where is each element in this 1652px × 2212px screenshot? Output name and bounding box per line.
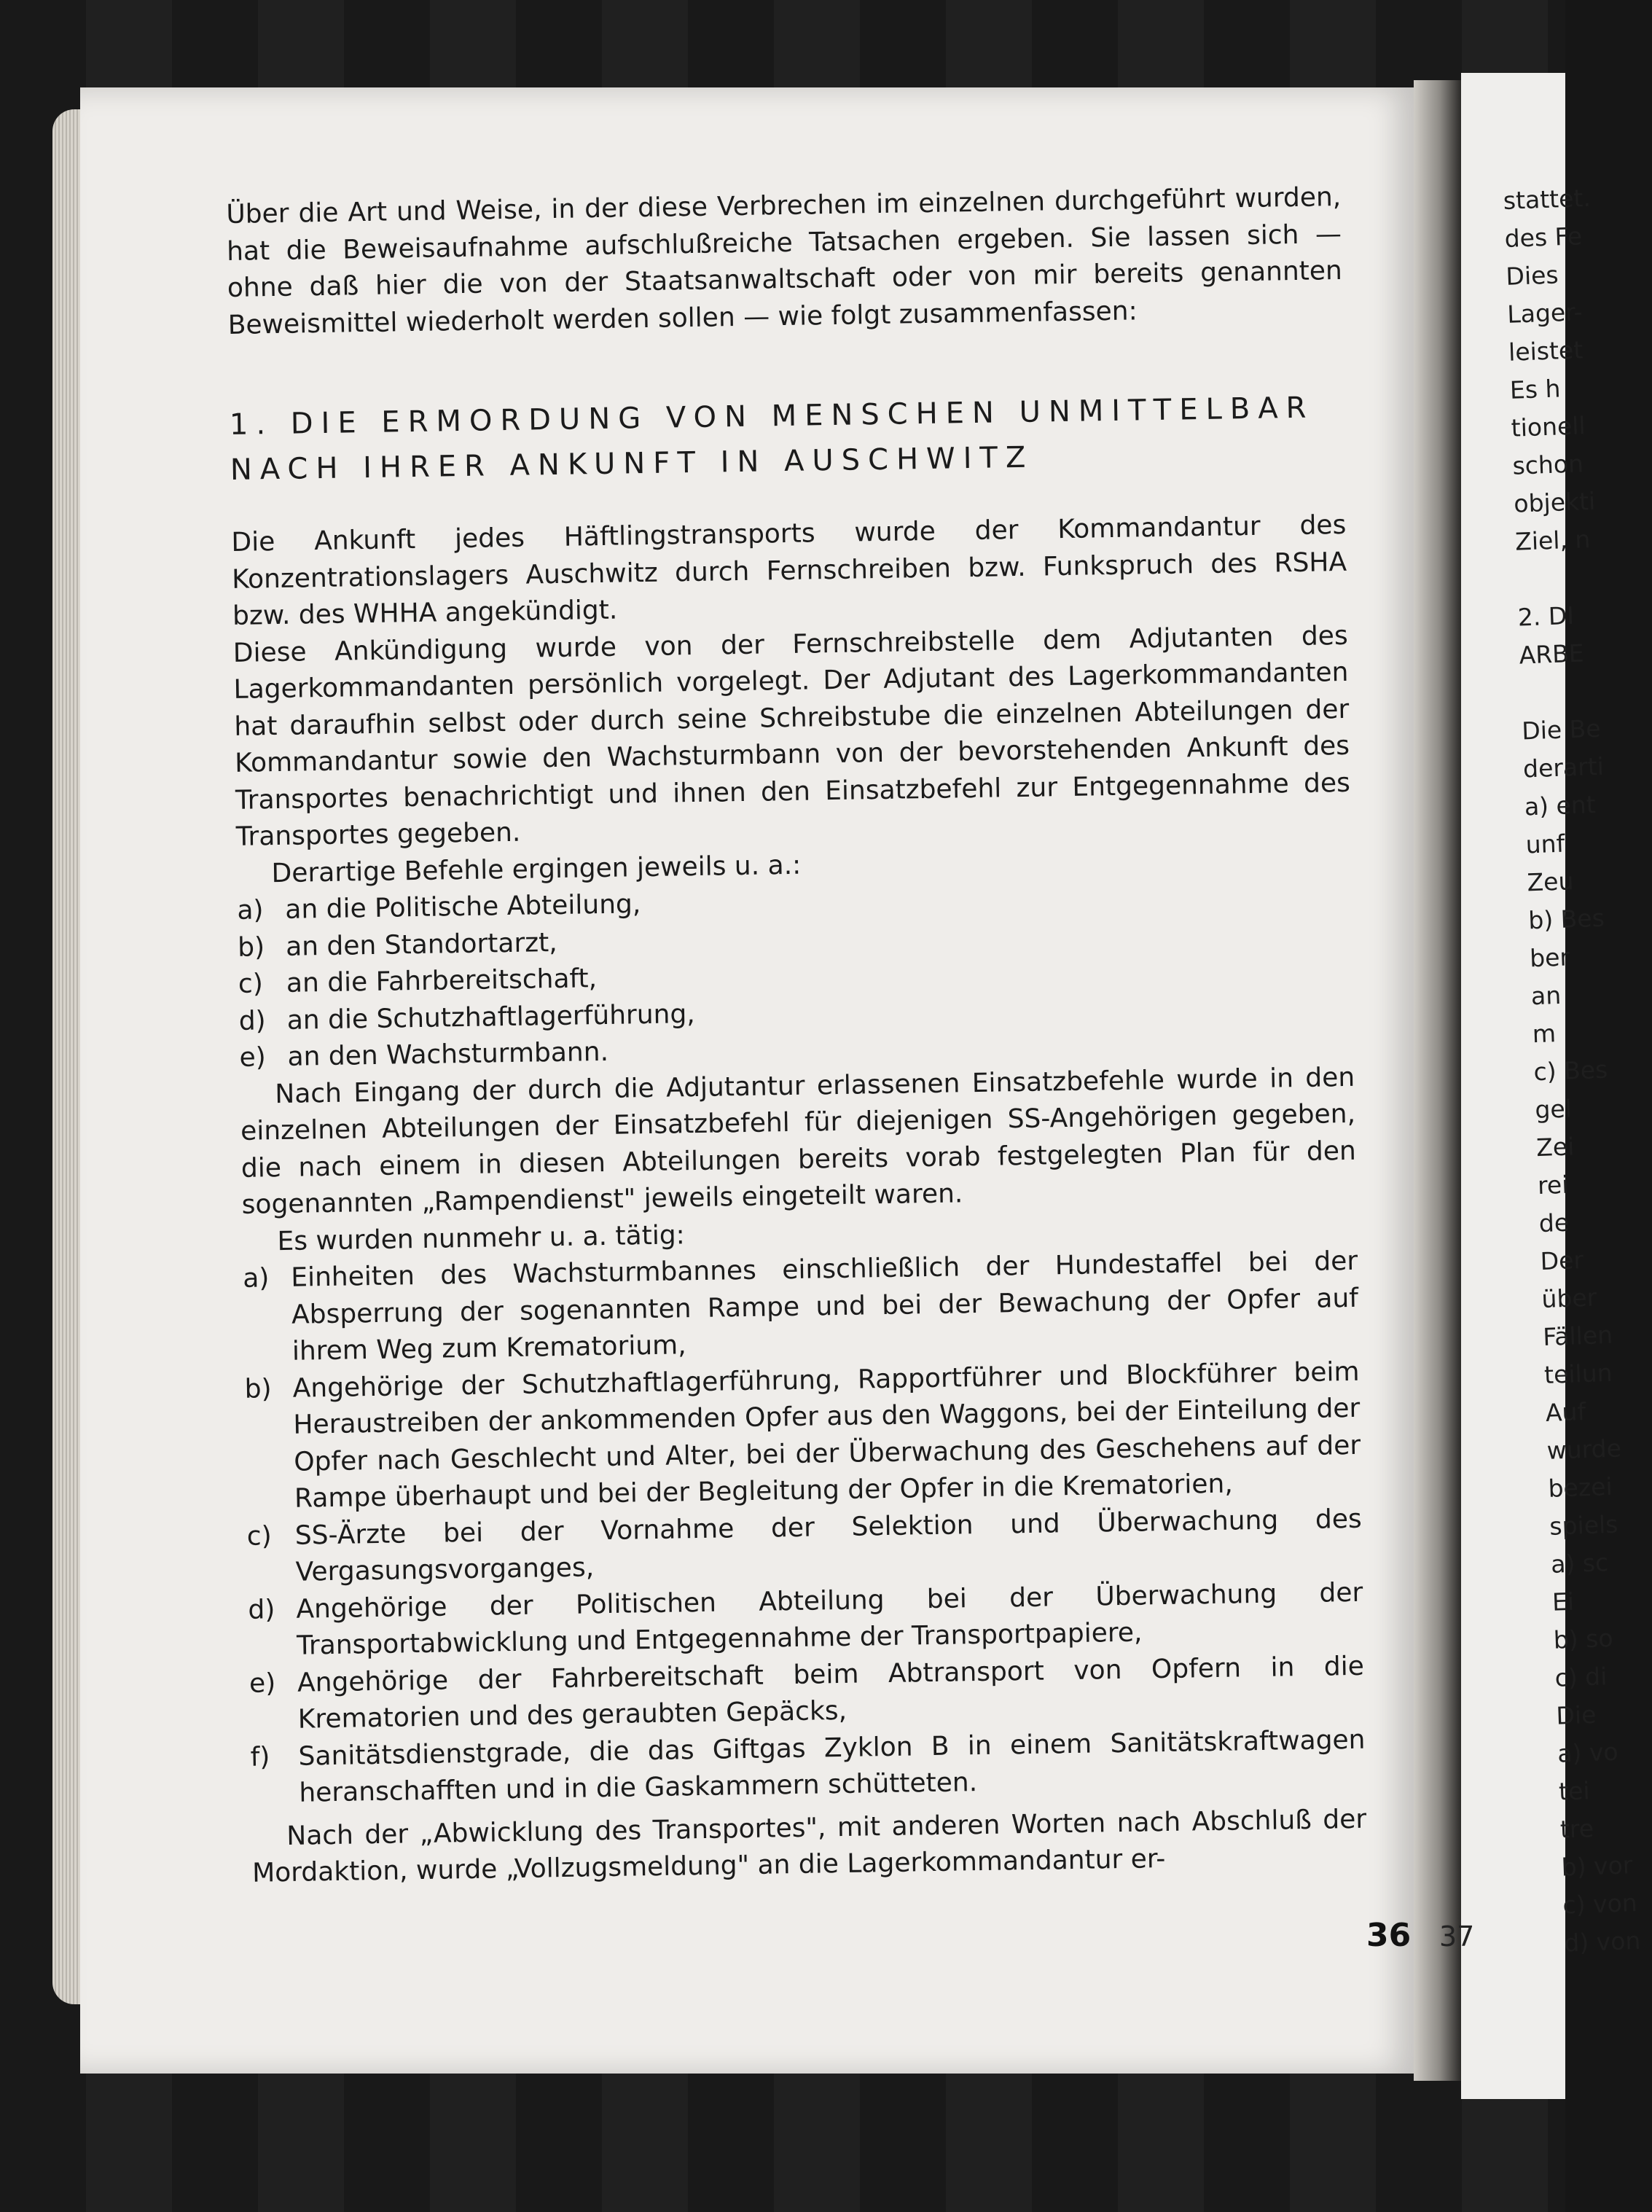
list-text: Angehörige der Schutzhaftlagerführung, Rapportführer und Blockführer beim Heraustreiben der ankommenden Opfer aus den Waggons, bei der Einteilung der Opfer nach Geschlecht und Alter, bei der Überwachung des Geschehens auf der Rampe überhaupt und bei der Begleitung der Opfer in die Krematorien, xyxy=(292,1356,1361,1514)
right-page-fragment: Auf xyxy=(1545,1397,1586,1427)
right-page-fragment: Ei xyxy=(1551,1587,1575,1617)
right-page-fragment: ber xyxy=(1529,942,1570,973)
list-marker: e) xyxy=(248,1668,276,1699)
list-text: Sanitätsdienstgrade, die das Giftgas Zyklon B in einem Sanitätskraftwagen heranschafften und in die Gaskammern schütteten. xyxy=(298,1724,1366,1808)
right-page-fragment: rei xyxy=(1537,1170,1570,1200)
list-text: Angehörige der Politischen Abteilung bei der Überwachung der Transportabwicklung und Entgegennahme der Transportpapiere, xyxy=(296,1577,1363,1661)
heading-line-1: 1. DIE ERMORDUNG VON MENSCHEN UNMITTELBAR xyxy=(229,391,1315,442)
list-text: SS-Ärzte bei der Vornahme der Selektion und Überwachung des Vergasungsvorganges, xyxy=(294,1504,1363,1587)
list-marker: b) xyxy=(244,1373,272,1404)
list-marker: d) xyxy=(248,1594,275,1625)
right-page-fragment: c) di xyxy=(1554,1662,1608,1692)
list-marker: f) xyxy=(250,1741,270,1773)
right-page-fragment: über xyxy=(1541,1283,1597,1314)
list-marker: c) xyxy=(246,1520,273,1552)
list-marker: d) xyxy=(238,1005,266,1036)
right-page-fragment: teilun xyxy=(1543,1358,1613,1389)
right-page-fragment: Die xyxy=(1555,1700,1597,1730)
page-number: 36 xyxy=(1366,1917,1412,1954)
list-marker: a) xyxy=(237,895,264,926)
right-page-fragment: bezei xyxy=(1547,1472,1613,1503)
list-text: an die Fahrbereitschaft, xyxy=(286,964,598,998)
right-page-fragment: objekti xyxy=(1513,486,1596,518)
paragraph-active: Es wurden nunmehr u. a. tätig: xyxy=(277,1219,686,1257)
right-page-fragment: leistet xyxy=(1508,335,1584,367)
right-page-fragment: a) ent xyxy=(1524,790,1597,821)
right-page-fragment: des Fe xyxy=(1504,222,1583,253)
right-page-fragment: Die Be xyxy=(1521,714,1602,746)
list-marker: c) xyxy=(238,969,264,999)
duties-list xyxy=(243,1243,1366,1813)
section-heading xyxy=(229,385,1345,493)
list-text: Angehörige der Fahrbereitschaft beim Abtransport von Opfern in die Krematorien und des geraubten Gepäcks, xyxy=(297,1651,1365,1735)
right-page-fragment: tionell xyxy=(1511,411,1586,442)
right-page-fragment: tre xyxy=(1559,1814,1594,1844)
right-page-fragment: b) vor xyxy=(1561,1851,1633,1882)
left-page-text xyxy=(226,179,1367,1892)
orders-list xyxy=(237,875,1355,1077)
list-text: an die Politische Abteilung, xyxy=(285,889,641,925)
right-page-fragment xyxy=(1520,672,1587,712)
list-text: an den Standortarzt, xyxy=(285,927,557,962)
right-page-fragment: Ziel, n xyxy=(1514,525,1591,556)
list-text: an die Schutzhaftlagerführung, xyxy=(286,998,696,1036)
right-page-fragment: tei xyxy=(1558,1776,1591,1806)
list-marker: e) xyxy=(239,1042,267,1073)
right-page-fragment: c) Bes xyxy=(1532,1055,1608,1087)
right-page-fragment: d) von xyxy=(1563,1926,1641,1958)
right-page-fragment: Dies xyxy=(1505,260,1559,291)
right-page-fragment: c) von xyxy=(1562,1888,1638,1920)
right-page-fragment: ARBE xyxy=(1518,638,1585,670)
right-page-fragment xyxy=(1516,559,1583,599)
list-marker: a) xyxy=(242,1263,270,1294)
right-page-fragment: Zeu xyxy=(1526,867,1575,897)
right-page-fragment: b) Bes xyxy=(1527,903,1605,935)
list-item xyxy=(244,1353,1361,1518)
right-page-fragment: derarti xyxy=(1522,751,1605,783)
list-item xyxy=(243,1243,1359,1372)
right-page-fragment: Fällen xyxy=(1542,1320,1613,1352)
heading-line-2: NACH IHRER ANKUNFT IN AUSCHWITZ xyxy=(230,440,1034,487)
paragraph-rampendienst: Nach Eingang der durch die Adjutantur erlassenen Einsatzbefehle wurde in den einzelnen Abteilungen der Einsatzbefehl für diejenigen SS-Angehörigen gegeben, die nach einem in diesen Abteilungen bereits vorab festgelegten Plan für den sogenannten „Rampendienst" jeweils eingeteilt waren. xyxy=(240,1062,1357,1220)
right-page-fragment: Es h xyxy=(1509,374,1562,405)
right-page-fragment: stattet. xyxy=(1503,183,1592,215)
paragraph-arrival: Die Ankunft jedes Häftlingstransports wurde der Kommandantur des Konzentrationslagers Auschwitz durch Fernschreiben bzw. Funkspruch des RSHA bzw. des WHHA angekündigt. xyxy=(231,509,1347,631)
right-page-fragment: Der xyxy=(1540,1246,1584,1276)
paragraph-announcement: Diese Ankündigung wurde von der Fernschreibstelle dem Adjutanten des Lagerkommandanten persönlich vorgelegt. Der Adjutant des Lagerkommandanten hat daraufhin selbst oder durch seine Schreibstube die einzelnen Abteilungen der Kommandantur sowie den Wachsturmbann von der bevorstehenden Ankunft des Transportes benachrichtigt und ihnen den Einsatzbefehl zur Entgegennahme des Transportes gegeben. xyxy=(232,620,1351,852)
paragraph-orders: Derartige Befehle ergingen jeweils u. a.: xyxy=(271,850,802,888)
right-page-fragment: Zei xyxy=(1535,1132,1575,1162)
right-page-fragment: b) so xyxy=(1553,1623,1614,1654)
right-page-fragment: de xyxy=(1538,1208,1570,1238)
right-page-fragment: an xyxy=(1530,980,1562,1011)
book-gutter xyxy=(1414,80,1461,2081)
right-page-fragment: 2. DI xyxy=(1517,601,1575,632)
intro-paragraph: Über die Art und Weise, in der diese Verbrechen im einzelnen durchgeführt wurden, hat die Beweisaufnahme aufschlußreiche Tatsachen ergeben. Sie lassen sich — ohne daß hier die von der Staatsanwaltschaft oder von mir bereits genannten Beweismittel wiederholt werden sollen — wie folgt zusammenfassen: xyxy=(226,181,1343,340)
right-page-fragment: schon xyxy=(1511,449,1584,480)
right-page-fragment: Lager- xyxy=(1506,297,1584,329)
next-page-number: 37 xyxy=(1439,1920,1475,1953)
right-page-fragment: a) sc xyxy=(1550,1548,1609,1579)
list-text: an den Wachsturmbann. xyxy=(287,1036,609,1072)
right-page-fragment: m xyxy=(1532,1019,1557,1049)
right-page-fragment: gel xyxy=(1534,1094,1573,1125)
right-page-fragment: spiels xyxy=(1549,1509,1619,1541)
right-page-fragment: unf xyxy=(1525,829,1565,859)
right-page-fragment: a) vo xyxy=(1557,1737,1619,1768)
list-text: Einheiten des Wachsturmbannes einschließlich der Hundestaffel bei der Absperrung der sogenannten Rampe und bei der Bewachung der Opfer auf ihrem Weg zum Krematorium, xyxy=(290,1246,1359,1367)
list-marker: b) xyxy=(237,931,265,963)
right-page-fragment: wurde xyxy=(1546,1434,1622,1465)
paragraph-completion: Nach der „Abwicklung des Transportes", mit anderen Worten nach Abschluß der Mordaktion, wurde „Vollzugsmeldung" an die Lagerkommandantur er- xyxy=(251,1804,1367,1888)
